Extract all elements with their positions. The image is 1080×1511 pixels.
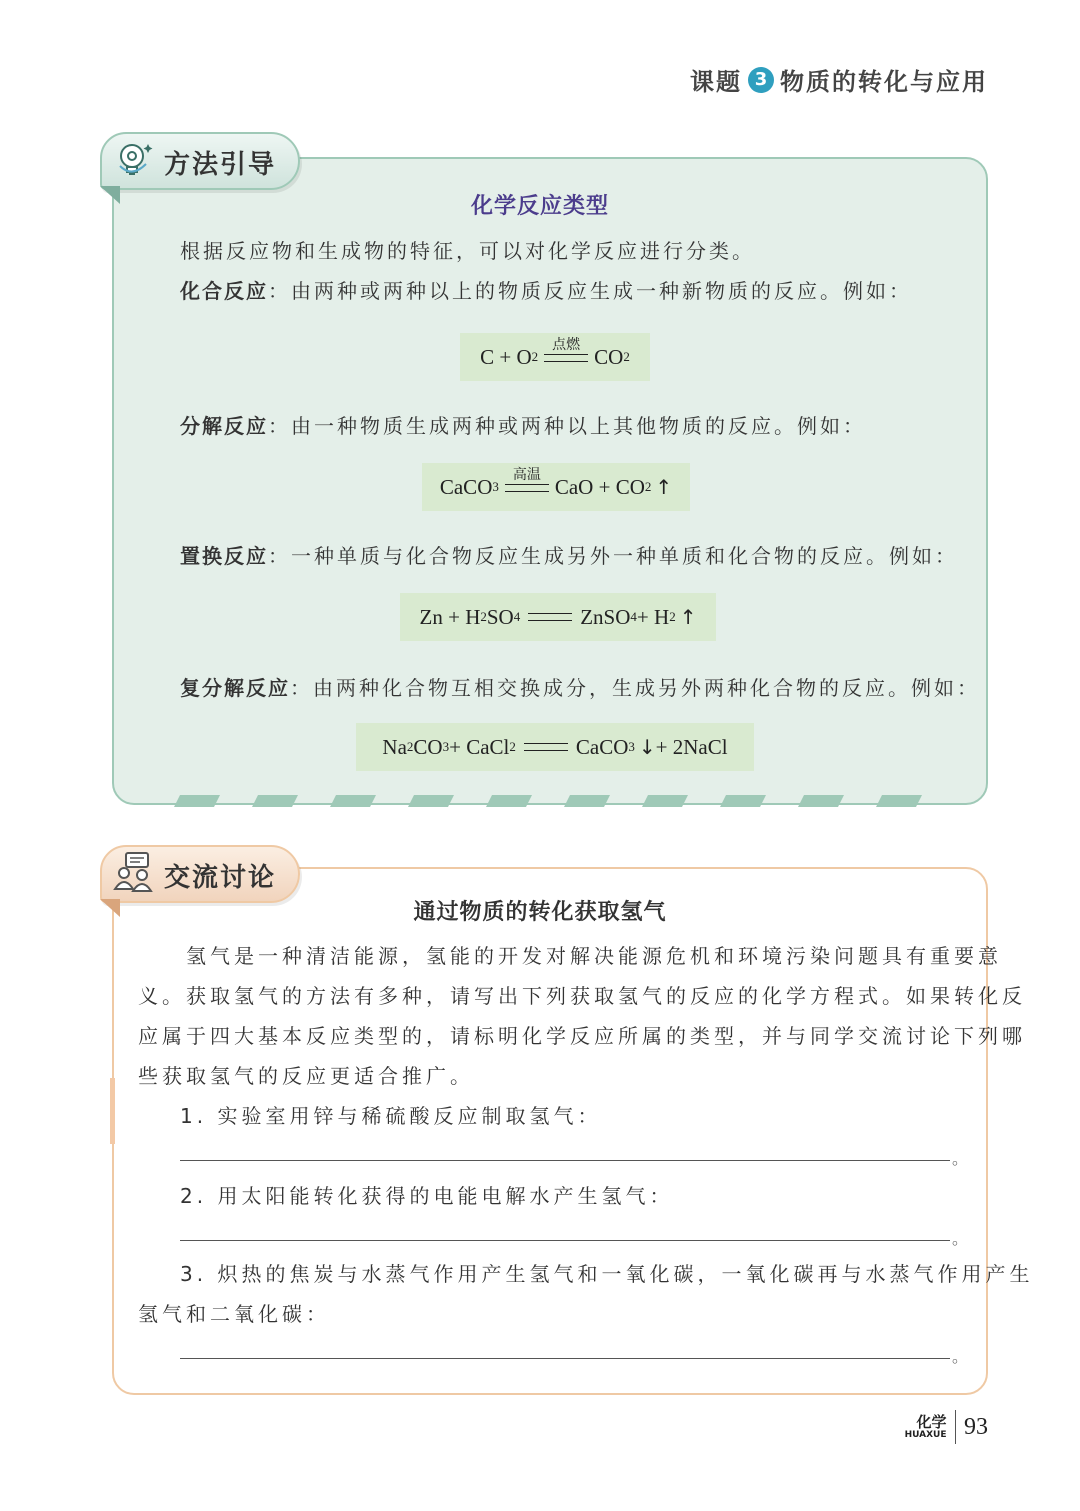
eq4-sub-d: 3 [628, 739, 635, 754]
eq2-products: CaO + CO [554, 474, 645, 499]
displacement-text: ：一种单质与化合物反应生成另外一种单质和化合物的反应。例如： [268, 544, 958, 568]
page-number: 93 [964, 1413, 988, 1440]
chapter-number-badge: 3 [748, 67, 774, 93]
double-decomposition-definition [180, 672, 980, 701]
method-guide-tab [100, 132, 300, 190]
eq3-sub-b: 4 [513, 609, 521, 624]
answer-line-1[interactable] [180, 1160, 950, 1161]
eq2-condition-text: 高温 [512, 466, 541, 483]
double-decomposition-term: 复分解反应 [180, 676, 290, 700]
equation-decomposition [422, 463, 690, 511]
equation-displacement [400, 593, 716, 641]
footer-divider [955, 1410, 957, 1444]
discussion-paragraph-line: 些获取氢气的反应更适合推广。 [138, 1064, 474, 1088]
discussion-paragraph-line: 应属于四大基本反应类型的，请标明化学反应所属的类型，并与同学交流讨论下列哪 [138, 1024, 1026, 1048]
eq2-products-subscript: 2 [644, 479, 652, 494]
displacement-definition [180, 540, 958, 569]
question-3-line-2: 氢气和二氧化碳： [138, 1302, 330, 1326]
lightbulb-gear-icon [112, 138, 156, 182]
combination-text: ：由两种或两种以上的物质反应生成一种新物质的反应。例如： [268, 279, 912, 303]
eq4-part-e: + 2NaCl [655, 734, 728, 759]
displacement-term: 置换反应 [180, 544, 268, 568]
question-2: 2. 用太阳能转化获得的电能电解水产生氢气： [180, 1184, 674, 1208]
eq1-condition-text: 点燃 [552, 336, 581, 353]
discussion-heading: 通过物质的转化获取氢气 [413, 900, 667, 925]
chapter-title: 物质的转化与应用 [780, 68, 988, 96]
eq3-part-a: Zn + H [419, 604, 481, 629]
eq1-condition [544, 337, 588, 362]
eq4-part-b: CO [413, 734, 443, 759]
discussion-paragraph-line: 氢气是一种清洁能源，氢能的开发对解决能源危机和环境污染问题具有重要意 [138, 944, 1002, 968]
eq3-sub-d: 2 [669, 609, 676, 624]
eq2-reactant: CaCO [439, 474, 493, 499]
chapter-prefix: 课题 [690, 68, 742, 96]
discussion-paragraph-line: 义。获取氢气的方法有多种，请写出下列获取氢气的反应的化学方程式。如果转化反 [138, 984, 1026, 1008]
eq3-sub-c: 4 [630, 609, 637, 624]
eq4-sub-a: 2 [406, 739, 414, 754]
answer-end-mark: 。 [952, 1347, 969, 1366]
eq3-part-d: + H [636, 604, 670, 629]
answer-line-2[interactable] [180, 1240, 950, 1241]
question-1: 1. 实验室用锌与稀硫酸反应制取氢气： [180, 1104, 602, 1128]
chapter-header [690, 62, 988, 97]
precipitate-arrow-icon: ↓ [638, 735, 656, 759]
eq4-part-a: Na [382, 734, 407, 759]
eq2-reactant-subscript: 3 [492, 479, 499, 494]
eq4-sub-c: 2 [509, 739, 516, 754]
gas-arrow-icon: ↑ [655, 475, 673, 499]
eq4-part-d: CaCO [575, 734, 629, 759]
eq1-subscript: 2 [531, 349, 539, 364]
eq3-equals-bar [528, 613, 572, 621]
eq1-product-subscript: 2 [623, 349, 630, 364]
eq4-part-c: + CaCl [449, 734, 510, 759]
double-decomposition-text: ：由两种化合物互相交换成分，生成另外两种化合物的反应。例如： [290, 676, 980, 700]
eq1-reactants: C + O [480, 344, 532, 369]
footer-subject: 化学 [916, 1413, 947, 1431]
decomposition-text: ：由一种物质生成两种或两种以上其他物质的反应。例如： [268, 414, 866, 438]
discussion-side-accent [110, 1078, 115, 1144]
method-intro: 根据反应物和生成物的特征，可以对化学反应进行分类。 [180, 239, 755, 263]
combination-term: 化合反应 [180, 279, 268, 303]
answer-end-mark: 。 [952, 1229, 969, 1248]
eq3-part-c: ZnSO [580, 604, 631, 629]
discussion-title: 交流讨论 [164, 863, 277, 893]
combination-definition [180, 275, 912, 304]
eq3-part-b: SO [486, 604, 514, 629]
answer-end-mark: 。 [952, 1149, 969, 1168]
method-heading: 化学反应类型 [470, 194, 609, 219]
footer-subject-pinyin: HUAXUE [904, 1430, 947, 1440]
eq3-sub-a: 2 [480, 609, 487, 624]
eq4-equals-bar [524, 743, 568, 751]
answer-line-3[interactable] [180, 1358, 950, 1359]
page-footer [905, 1410, 988, 1444]
gas-arrow-icon: ↑ [679, 605, 697, 629]
discussion-people-icon [112, 851, 156, 895]
equation-combination [460, 333, 650, 381]
method-guide-title: 方法引导 [164, 150, 277, 180]
eq1-product: CO [594, 344, 624, 369]
equation-double-decomposition [356, 723, 754, 771]
decomposition-term: 分解反应 [180, 414, 268, 438]
question-3-line-1: 3. 炽热的焦炭与水蒸气作用产生氢气和一氧化碳，一氧化碳再与水蒸气作用产生 [180, 1262, 1034, 1286]
eq4-sub-b: 3 [442, 739, 450, 754]
decomposition-definition [180, 410, 866, 439]
eq2-condition [505, 467, 549, 492]
panel-stripe-decoration [174, 795, 924, 807]
